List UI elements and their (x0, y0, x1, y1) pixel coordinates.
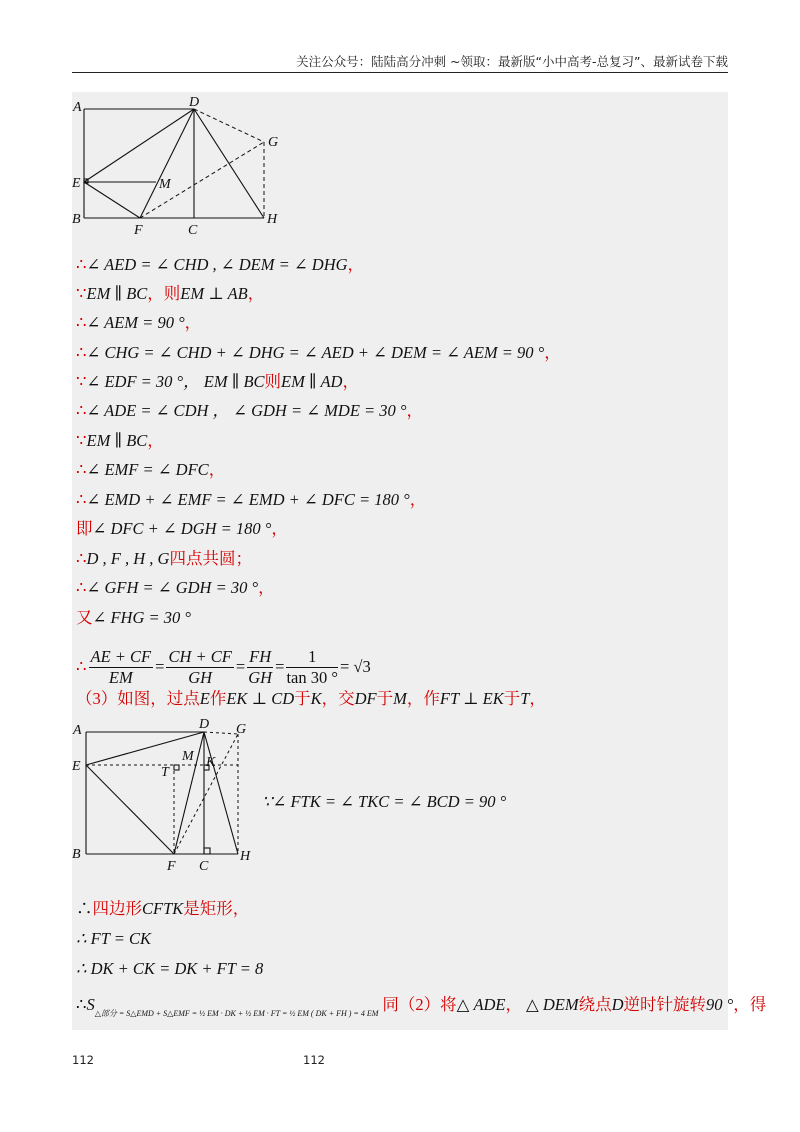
header-rule (72, 72, 728, 73)
fraction-1: $\frac{AE + CF}{EM}$ (90, 646, 152, 687)
fraction-3: $\frac{FH}{GH}$ (248, 646, 273, 687)
fig1-label-A: A (73, 100, 82, 115)
fig1-label-M: M (159, 177, 171, 192)
fig2-label-K: K (206, 755, 216, 770)
after-line-1: ∴四边形CFTK是矩形， (76, 899, 250, 918)
fig2-label-E: E (72, 759, 81, 774)
line-2: ∵EM ∥ BC，则EM ⊥ AB， (76, 284, 265, 303)
fig1-label-E: E (72, 176, 81, 191)
fig1-label-D: D (189, 95, 200, 110)
fig2-label-H: H (240, 849, 251, 864)
fig1-label-C: C (188, 223, 198, 238)
line-10: 即∠ DFC + ∠ DGH = 180 °， (76, 519, 288, 538)
fig2-label-F: F (167, 859, 176, 874)
fig2-label-C: C (199, 859, 209, 874)
page-header: 关注公众号：陆陆高分冲刺 ~领取：最新版“小中高考-总复习”、最新试卷下载 (296, 54, 728, 69)
fig1-label-G: G (268, 135, 279, 150)
line-11: ∴D , F , H , G四点共圆； (76, 549, 252, 568)
fraction-2: $\frac{CH + CF}{GH}$ (168, 646, 232, 687)
fraction-equation: ∴ $\frac{AE + CF}{EM}$ = $\frac{CH + CF}{GH}$ = $\frac{FH}{GH}$ = $\frac{1}{\tan 30 ^\circ}$ = √3 (76, 646, 371, 687)
fig2-label-T: T (161, 765, 169, 780)
figure-2 (72, 714, 272, 874)
line-6: ∴∠ ADE = ∠ CDH ， ∠ GDH = ∠ MDE = 30 °， (76, 401, 424, 420)
fig2-label-A: A (73, 723, 82, 738)
line-part3: （3）如图，过点E作EK ⊥ CD于K，交DF于M，作FT ⊥ EK于T， (76, 689, 546, 708)
after-line-3: ∴ DK + CK = DK + FT = 8 (76, 959, 264, 978)
line-13: 又∠ FHG = 30 ° (76, 608, 191, 627)
fig2-label-M: M (182, 749, 194, 764)
line-5: ∵∠ EDF = 30 °， EM ∥ BC则EM ∥ AD， (76, 372, 359, 391)
content-area (72, 92, 767, 1030)
figure-2-note: ∵∠ FTK = ∠ TKC = ∠ BCD = 90 ° (262, 792, 507, 811)
line-1: ∴∠ AED = ∠ CHD , ∠ DEM = ∠ DHG， (76, 255, 365, 274)
line-9: ∴∠ EMD + ∠ EMF = ∠ EMD + ∠ DFC = 180 °， (76, 490, 427, 509)
line-4: ∴∠ CHG = ∠ CHD + ∠ DHG = ∠ AED + ∠ DEM = ∠ AEM = 90 °， (76, 343, 561, 362)
fig2-label-B: B (72, 847, 81, 862)
fig1-label-H: H (267, 212, 278, 227)
figure-1 (72, 92, 302, 242)
footer-page-mid: 112 (303, 1053, 325, 1067)
fig1-label-F: F (134, 223, 143, 238)
line-8: ∴∠ EMF = ∠ DFC， (76, 460, 226, 479)
line-7: ∵EM ∥ BC， (76, 431, 164, 450)
line-12: ∴∠ GFH = ∠ GDH = 30 °， (76, 578, 275, 597)
fraction-4: $\frac{1}{\tan 30 ^\circ}$ (286, 646, 338, 687)
line-3: ∴∠ AEM = 90 °， (76, 313, 202, 332)
fig1-label-B: B (72, 212, 81, 227)
fig2-label-G: G (236, 722, 247, 737)
after-line-4: $\therefore S_{\triangle 部分 = S\triangle EMD + S\triangle EMF = \frac{1}{2} EM \cdot DK + \frac{1}{2} EM \cdot FT = \frac{1}{2} EM ( DK + FH ) = 4 EM}$ 同（2）将△ ADE， △ DEM绕点D逆时针旋转90 °，得 (76, 995, 767, 1018)
footer-page-left: 112 (72, 1053, 94, 1067)
after-line-2: ∴ FT = CK (76, 929, 151, 948)
fig2-label-D: D (199, 717, 210, 732)
